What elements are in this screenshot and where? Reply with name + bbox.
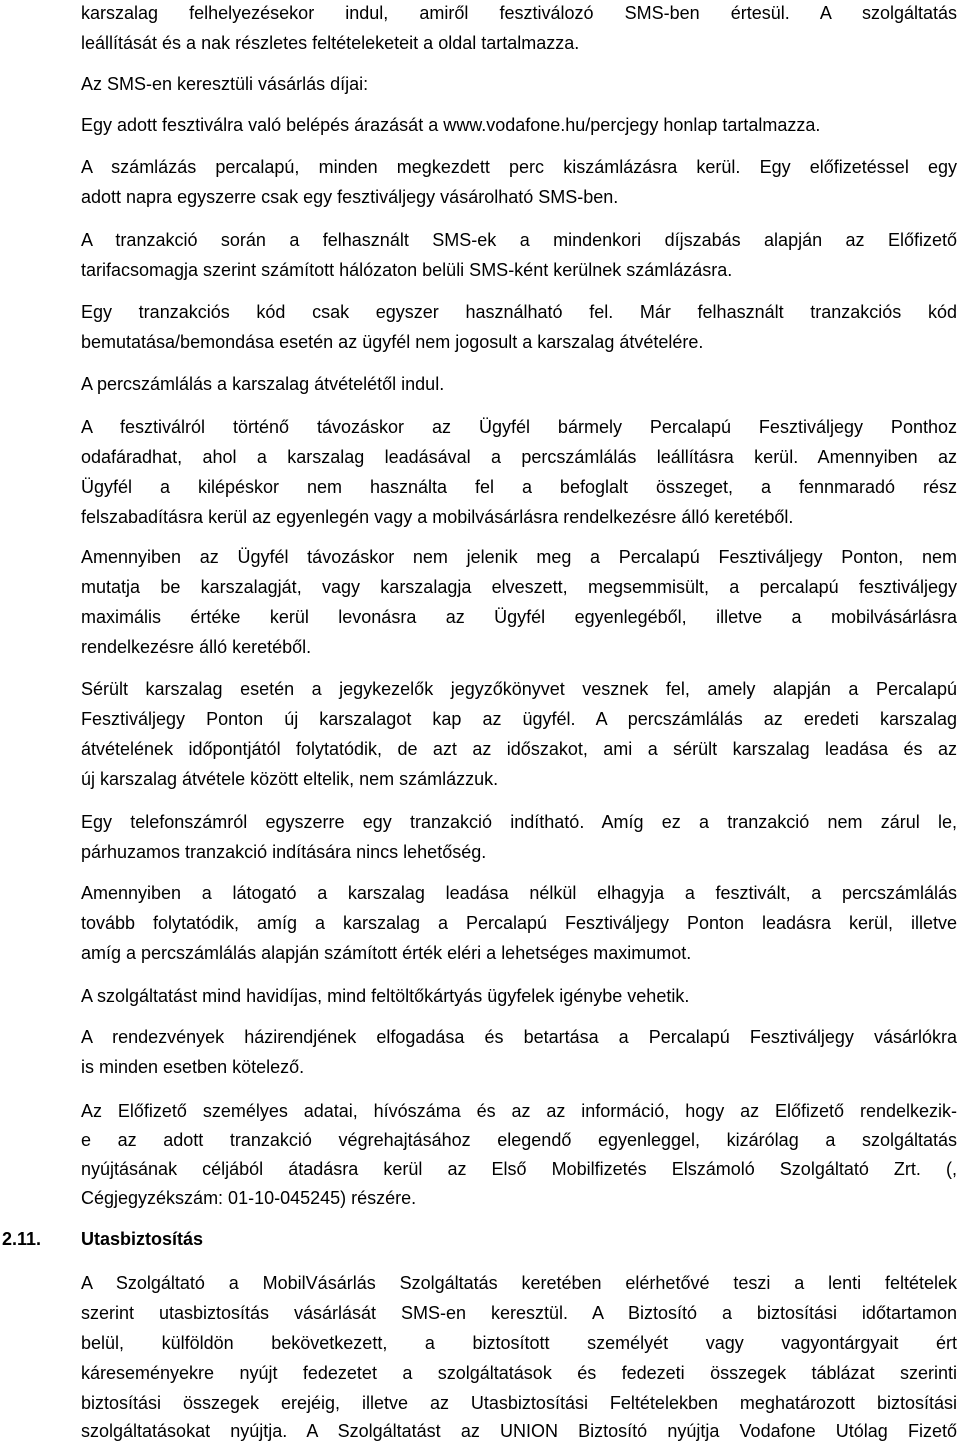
text-line: adott napra egyszerre csak egy fesztiváljegy vásárolható SMS-ben. <box>81 187 619 207</box>
text-line: párhuzamos tranzakció indítására nincs lehetőség. <box>81 842 487 862</box>
text-line: felszabadításra kerül az egyenlegén vagy a mobilvásárlásra rendelkezésre álló keretéből. <box>81 507 794 527</box>
text-line: Egy adott fesztiválra való belépés árazását a www.vodafone.hu/percjegy honlap tartalmazza. <box>81 115 821 135</box>
text-line: A tranzakció során a felhasznált SMS-ek a mindenkori díjszabás alapján az Előfizető <box>81 230 957 250</box>
text-line: amíg a percszámlálás alapján számított érték eléri a lehetséges maximumot. <box>81 943 692 963</box>
text-line: A szolgáltatást mind havidíjas, mind feltöltőkártyás ügyfelek igénybe vehetik. <box>81 986 690 1006</box>
text-line: átvételének időpontjától folytatódik, de azt az időszakot, ami a sérült karszalag leadása és az <box>81 739 957 759</box>
text-line: A számlázás percalapú, minden megkezdett perc kiszámlázásra kerül. Egy előfizetéssel egy <box>81 157 957 177</box>
text-line: biztosítási összegek erejéig, illetve az Utasbiztosítási Feltételekben meghatározott biztosítási <box>81 1393 957 1413</box>
text-line: Amennyiben a látogató a karszalag leadása nélkül elhagyja a fesztivált, a percszámlálás <box>81 883 957 903</box>
text-line: belül, külföldön bekövetkezett, a biztosított személyét vagy vagyontárgyait ért <box>81 1333 957 1353</box>
text-line: Egy tranzakciós kód csak egyszer használható fel. Már felhasznált tranzakciós kód <box>81 302 957 322</box>
text-line: bemutatása/bemondása esetén az ügyfél nem jogosult a karszalag átvételére. <box>81 332 704 352</box>
text-line: A rendezvények házirendjének elfogadása és betartása a Percalapú Fesztiváljegy vásárlókra <box>81 1027 957 1047</box>
section-title: Utasbiztosítás <box>81 1229 204 1249</box>
text-line: káreseményekre nyújt fedezetet a szolgáltatások és fedezeti összegek táblázat szerinti <box>81 1363 957 1383</box>
text-line: tarifacsomagja szerint számított hálózaton belüli SMS-ként kerülnek számlázásra. <box>81 260 733 280</box>
text-line: Ügyfél a kilépéskor nem használta fel a befoglalt összeget, a fennmaradó rész <box>81 477 957 497</box>
text-line: is minden esetben kötelező. <box>81 1057 305 1077</box>
text-line: A fesztiválról történő távozáskor az Ügyfél bármely Percalapú Fesztiváljegy Ponthoz <box>81 417 957 437</box>
text-line: A percszámlálás a karszalag átvételétől indul. <box>81 374 445 394</box>
text-line: Sérült karszalag esetén a jegykezelők jegyzőkönyvet vesznek fel, amely alapján a Percalapú <box>81 679 957 699</box>
text-line: Amennyiben az Ügyfél távozáskor nem jelenik meg a Percalapú Fesztiváljegy Ponton, nem <box>81 547 957 567</box>
text-line: új karszalag átvétele között eltelik, nem számlázzuk. <box>81 769 499 789</box>
text-line: karszalag felhelyezésekor indul, amiről fesztiválozó SMS-ben értesül. A szolgáltatás <box>81 3 957 23</box>
text-line: tovább folytatódik, amíg a karszalag a Percalapú Fesztiváljegy Ponton leadásra kerül, illetve <box>81 913 957 933</box>
text-line: mutatja be karszalagját, vagy karszalagja elveszett, megsemmisült, a percalapú fesztiváljegy <box>81 577 957 597</box>
text-line: szolgáltatásokat nyújtja. A Szolgáltatást az UNION Biztosító nyújtja Vodafone Utólag Fizető <box>81 1421 957 1441</box>
text-line: e az adott tranzakció végrehajtásához elegendő egyenleggel, kizárólag a szolgáltatás <box>81 1130 957 1150</box>
text-line: Cégjegyzékszám: 01-10-045245) részére. <box>81 1188 417 1208</box>
section-number: 2.11. <box>2 1229 42 1249</box>
text-line: nyújtásának céljából átadásra kerül az Első Mobilfizetés Elszámoló Szolgáltató Zrt. (, <box>81 1159 957 1179</box>
text-line: odafáradhat, ahol a karszalag leadásával a percszámlálás leállításra kerül. Amennyiben az <box>81 447 957 467</box>
text-line: leállítását és a nak részletes feltételeketeit a oldal tartalmazza. <box>81 33 580 53</box>
text-line: rendelkezésre álló keretéből. <box>81 637 312 657</box>
text-line: Az Előfizető személyes adatai, hívószáma és az az információ, hogy az Előfizető rendelkezik- <box>81 1101 957 1121</box>
text-line: A Szolgáltató a MobilVásárlás Szolgáltatás keretében elérhetővé teszi a lenti feltételek <box>81 1273 957 1293</box>
text-line: maximális értéke kerül levonásra az Ügyfél egyenlegéből, illetve a mobilvásárlásra <box>81 607 957 627</box>
text-line: Fesztiváljegy Ponton új karszalagot kap az ügyfél. A percszámlálás az eredeti karszalag <box>81 709 957 729</box>
text-line: Egy telefonszámról egyszerre egy tranzakció indítható. Amíg ez a tranzakció nem zárul le, <box>81 812 957 832</box>
text-line: szerint utasbiztosítás vásárlását SMS-en keresztül. A Biztosító a biztosítási időtartamon <box>81 1303 957 1323</box>
text-line: Az SMS-en keresztüli vásárlás díjai: <box>81 74 369 94</box>
